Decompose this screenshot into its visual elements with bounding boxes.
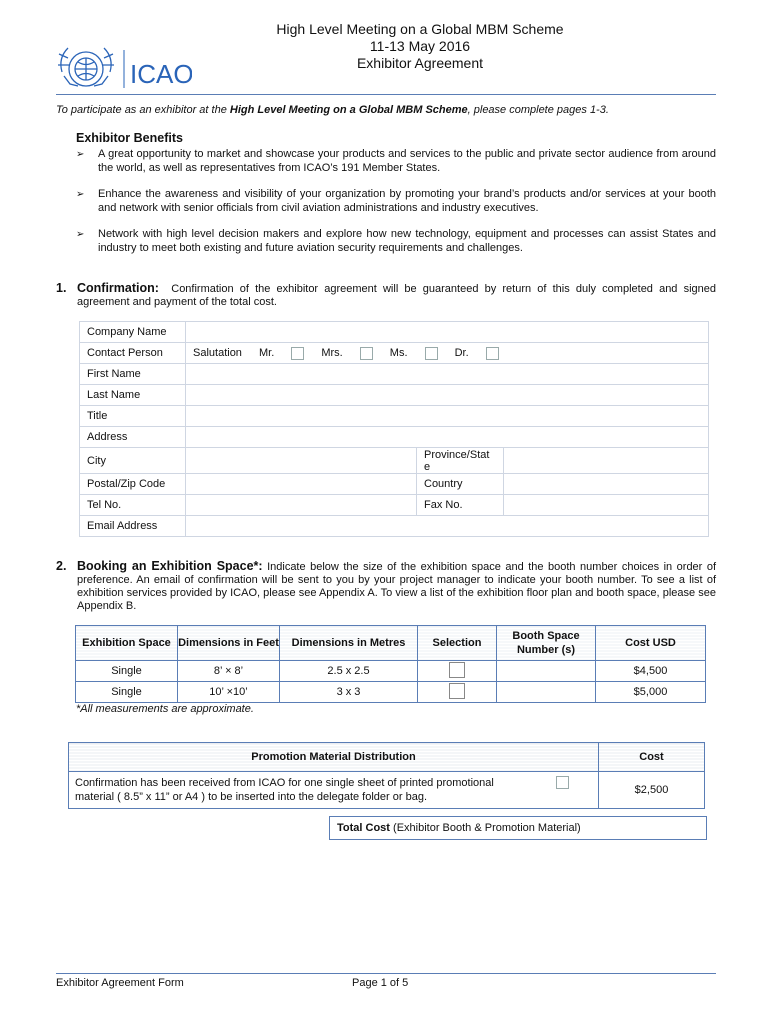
postal-label: Postal/Zip Code [80,474,186,495]
metres-cell: 3 x 3 [280,682,418,703]
province-input[interactable] [504,448,709,474]
postal-input[interactable] [186,474,417,495]
col-header-metres: Dimensions in Metres [280,626,418,661]
exhibition-space-table [75,625,706,703]
promo-cost-header: Cost [599,743,705,772]
promo-checkbox[interactable] [556,776,569,789]
col-header-booth: Booth Space Number (s) [497,626,596,661]
table-row [76,661,706,682]
address-input[interactable] [186,427,709,448]
feet-cell: 8’ × 8’ [178,661,280,682]
space-cell: Single [76,682,178,703]
promo-header: Promotion Material Distribution [69,743,599,772]
first-name-input[interactable] [186,364,709,385]
ms-checkbox[interactable] [425,347,438,360]
province-label: Province/Stat e [417,448,504,474]
first-name-label: First Name [80,364,186,385]
section-confirmation: 1. Confirmation: Confirmation of the exhibitor agreement will be guaranteed by return of this duly completed and signed agreement and payment of the total cost. [56,281,716,308]
selection-cell [418,682,497,703]
last-name-label: Last Name [80,385,186,406]
country-input[interactable] [504,474,709,495]
benefit-item: ➢ A great opportunity to market and showcase your products and services to the public and private sector audience from around the world, as well as representatives from ICAO’s 191 Member States. [76,148,716,174]
fax-input[interactable] [504,495,709,516]
space-cell: Single [76,661,178,682]
email-input[interactable] [186,516,709,537]
footer-rule [56,973,716,974]
contact-label: Contact Person [80,343,186,364]
total-label: Total Cost [337,822,390,834]
section-heading: Booking an Exhibition Space*: [77,559,263,573]
last-name-input[interactable] [186,385,709,406]
total-detail: (Exhibitor Booth & Promotion Material) [389,822,581,834]
metres-cell: 2.5 x 2.5 [280,661,418,682]
city-input[interactable] [186,448,417,474]
table-row [69,772,705,809]
cost-cell: $4,500 [596,661,706,682]
company-input[interactable] [186,322,709,343]
col-header-feet: Dimensions in Feet [178,626,280,661]
col-header-space: Exhibition Space [76,626,178,661]
promotion-table [68,742,705,809]
arrow-bullet-icon: ➢ [76,149,85,160]
company-label: Company Name [80,322,186,343]
selection-checkbox[interactable] [449,662,465,678]
selection-cell [418,661,497,682]
dr-checkbox[interactable] [486,347,499,360]
benefit-item: ➢ Network with high level decision makers and explore how new technology, equipment and processes can assist States and industry to meet both existing and future aviation security requirements and challenges. [76,228,716,254]
footer-title: Exhibitor Agreement Form [56,977,184,989]
benefit-item: ➢ Enhance the awareness and visibility of your organization by promoting your brand’s products and/or services at your booth and network with senior officials from civil aviation administrations and industry executives. [76,188,716,214]
mrs-checkbox[interactable] [360,347,373,360]
mr-checkbox[interactable] [291,347,304,360]
cost-cell: $5,000 [596,682,706,703]
selection-checkbox[interactable] [449,683,465,699]
city-label: City [80,448,186,474]
email-label: Email Address [80,516,186,537]
icao-logo [56,38,192,100]
logo-text: ICAO [130,59,192,89]
address-label: Address [80,427,186,448]
col-header-cost: Cost USD [596,626,706,661]
salutation-group: Salutation Mr. Mrs. Ms. Dr. [186,343,709,364]
table-row [76,682,706,703]
tel-label: Tel No. [80,495,186,516]
feet-cell: 10’ ×10’ [178,682,280,703]
page-number: Page 1 of 5 [352,977,409,989]
title-label: Title [80,406,186,427]
tel-input[interactable] [186,495,417,516]
booth-number-input[interactable] [497,661,596,682]
title-input[interactable] [186,406,709,427]
fax-label: Fax No. [417,495,504,516]
arrow-bullet-icon: ➢ [76,229,85,240]
total-cost-box [329,816,707,840]
section-heading: Confirmation: [77,281,159,295]
measurement-note: *All measurements are approximate. [76,703,254,715]
header-rule [56,94,716,95]
document-title: Exhibitor Agreement [356,55,484,71]
meeting-title: High Level Meeting on a Global MBM Scheme [276,21,564,37]
section-booking: 2. Booking an Exhibition Space*: Indicate below the size of the exhibition space and the booth number choices in order of preference. An email of confirmation will be sent to you by your project manager to indicate your booth number. To see a list of exhibition services provided by ICAO, please see Appendix A. To view a list of the exhibition floor plan and booth space, please see Appendix B. [56,559,717,612]
promo-description: Confirmation has been received from ICAO for one single sheet of printed promotional material ( 8.5” x 11” or A4 ) to be inserted into the delegate folder or bag. [69,772,599,809]
promo-cost: $2,500 [599,772,705,809]
country-label: Country [417,474,504,495]
booth-number-input[interactable] [497,682,596,703]
arrow-bullet-icon: ➢ [76,189,85,200]
contact-form [79,321,709,537]
col-header-selection: Selection [418,626,497,661]
benefits-title: Exhibitor Benefits [76,131,183,145]
intro-text: To participate as an exhibitor at the High Level Meeting on a Global MBM Scheme, please complete pages 1-3. [56,104,609,116]
meeting-dates: 11-13 May 2016 [369,38,471,54]
